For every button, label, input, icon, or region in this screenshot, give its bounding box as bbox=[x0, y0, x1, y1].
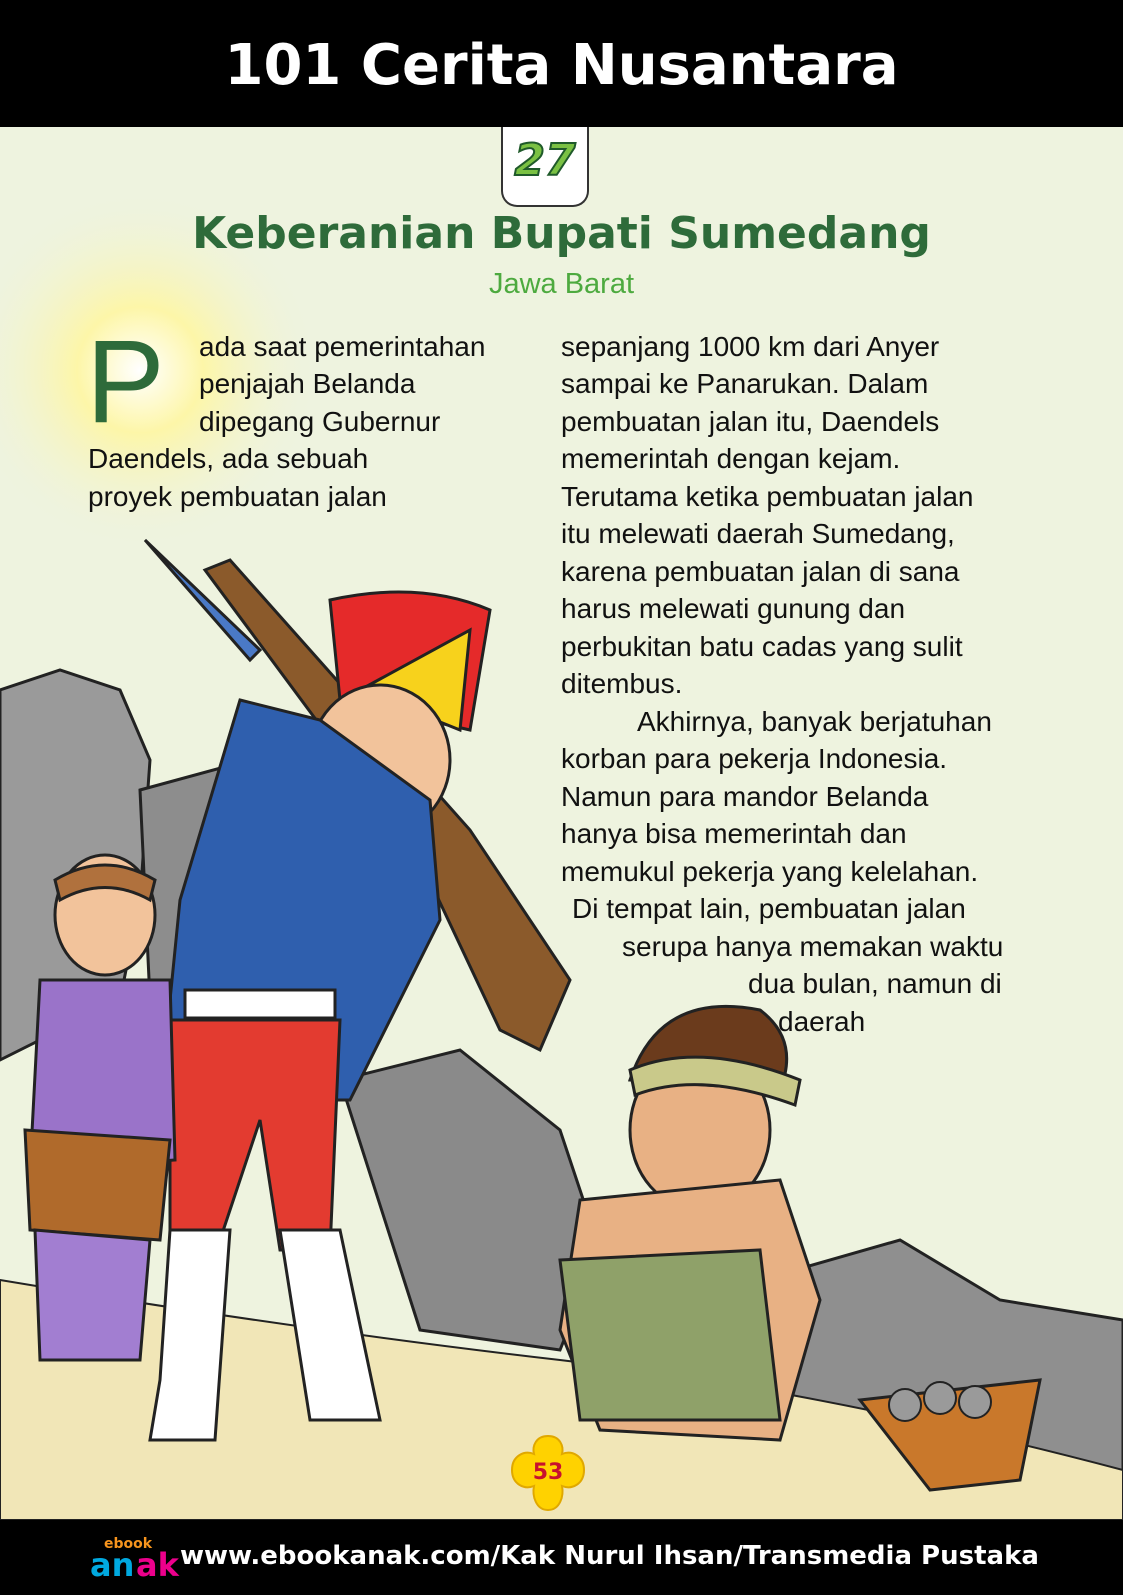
rock-center bbox=[340, 1050, 600, 1350]
text-line: sampai ke Panarukan. Dalam bbox=[561, 368, 929, 399]
text-line: Akhirnya, banyak berjatuhan bbox=[637, 706, 992, 737]
text-line: pembuatan jalan itu, Daendels bbox=[561, 406, 940, 437]
svg-text:ebook: ebook bbox=[104, 1536, 153, 1552]
worker-cloth bbox=[560, 1250, 780, 1420]
drop-cap: P bbox=[86, 316, 165, 448]
ebookanak-logo bbox=[90, 1530, 180, 1582]
text-line: sepanjang 1000 km dari Anyer bbox=[561, 331, 940, 362]
text-line: hanya bisa memerintah dan bbox=[561, 818, 907, 849]
text-line: dua bulan, namun di bbox=[748, 968, 1002, 999]
text-line: memukul pekerja yang kelelahan. bbox=[561, 856, 979, 887]
svg-text:ak: ak bbox=[136, 1546, 179, 1582]
chapter-badge bbox=[501, 127, 589, 207]
book-title: 101 Cerita Nusantara bbox=[224, 33, 899, 98]
text-line: ada saat pemerintahan bbox=[199, 331, 486, 362]
text-line: dipegang Gubernur bbox=[199, 406, 441, 437]
soldier-pants bbox=[170, 1020, 340, 1250]
text-line: penjajah Belanda bbox=[199, 368, 416, 399]
text-line: Di tempat lain, pembuatan jalan bbox=[572, 893, 966, 924]
story-title: Keberanian Bupati Sumedang bbox=[192, 208, 931, 259]
bupati-legs bbox=[35, 1230, 150, 1360]
text-line: perbukitan batu cadas yang sulit bbox=[561, 631, 963, 662]
page-number: 53 bbox=[532, 1460, 564, 1485]
text-line: Terutama ketika pembuatan jalan bbox=[561, 481, 974, 512]
text-line: proyek pembuatan jalan bbox=[88, 481, 387, 512]
text-line: karena pembuatan jalan di sana bbox=[561, 556, 960, 587]
soldier-belt bbox=[185, 990, 335, 1018]
text-line: itu melewati daerah Sumedang, bbox=[561, 518, 955, 549]
text-line: serupa hanya memakan waktu bbox=[622, 931, 1004, 962]
chapter-number: 27 bbox=[514, 135, 576, 186]
text-line: memerintah dengan kejam. bbox=[561, 443, 901, 474]
text-line: harus melewati gunung dan bbox=[561, 593, 906, 624]
text-line: Namun para mandor Belanda bbox=[561, 781, 929, 812]
text-line: Daendels, ada sebuah bbox=[88, 443, 369, 474]
footer-credit: www.ebookanak.com/Kak Nurul Ihsan/Transmedia Pustaka bbox=[180, 1541, 1039, 1571]
story-region: Jawa Barat bbox=[488, 268, 635, 300]
text-line: korban para pekerja Indonesia. bbox=[561, 743, 948, 774]
bupati-sarong bbox=[25, 1130, 170, 1240]
svg-text:an: an bbox=[90, 1546, 135, 1582]
text-line: ditembus. bbox=[561, 668, 683, 699]
soldier-boot-left bbox=[150, 1230, 230, 1440]
text-line: daerah bbox=[778, 1006, 866, 1037]
